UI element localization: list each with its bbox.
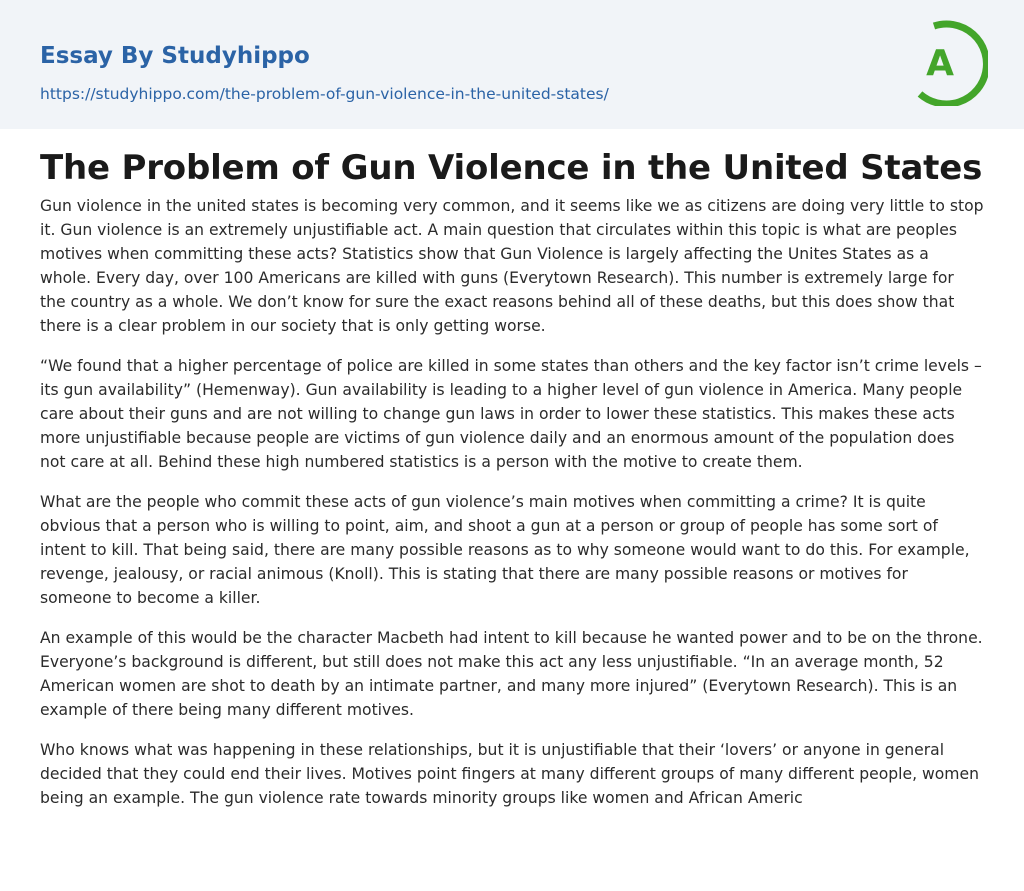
page-url-link[interactable]: https://studyhippo.com/the-problem-of-gun-violence-in-the-united-states/	[40, 85, 609, 103]
essay-paragraph: “We found that a higher percentage of police are killed in some states than others and the key factor isn’t crime levels – its gun availability” (Hemenway). Gun availability is leading to a higher level of gun violence in America. Many people care about their guns and are not willing to change gun laws in order to lower these statistics. This makes these acts more unjustifiable because people are victims of gun violence daily and an enormous amount of the population does not care at all. Behind these high numbered statistics is a person with the motive to create them.	[40, 357, 982, 471]
essay-paragraph: Who knows what was happening in these relationships, but it is unjustifiable that their ‘lovers’ or anyone in general decided that they could end their lives. Motives point fingers at many different groups of many different people, women being an example. The gun violence rate towards minority groups like women and African Americ	[40, 741, 979, 807]
essay-title: The Problem of Gun Violence in the United States	[40, 148, 983, 188]
circle-a-logo-icon[interactable]	[910, 18, 988, 106]
essay-body	[40, 194, 984, 826]
essay-paragraph: An example of this would be the character Macbeth had intent to kill because he wanted power and to be on the throne. Everyone’s background is different, but still does not make this act any less unjustifiable. “In an average month, 52 American women are shot to death by an intimate partner, and many more injured” (Everytown Research). This is an example of there being many different motives.	[40, 629, 983, 719]
logo-letter: A	[926, 43, 954, 84]
essay-paragraph: Gun violence in the united states is becoming very common, and it seems like we as citizens are doing very little to stop it. Gun violence is an extremely unjustifiable act. A main question that circulates within this topic is what are peoples motives when committing these acts? Statistics show that Gun Violence is largely affecting the Unites States as a whole. Every day, over 100 Americans are killed with guns (Everytown Research). This number is extremely large for the country as a whole. We don’t know for sure the exact reasons behind all of these deaths, but this does show that there is a clear problem in our society that is only getting worse.	[40, 197, 984, 335]
site-brand[interactable]: Essay By Studyhippo	[40, 43, 310, 69]
site-header	[0, 0, 1024, 129]
essay-paragraph: What are the people who commit these acts of gun violence’s main motives when committing a crime? It is quite obvious that a person who is willing to point, aim, and shoot a gun at a person or group of people has some sort of intent to kill. That being said, there are many possible reasons as to why someone would want to do this. For example, revenge, jealousy, or racial animous (Knoll). This is stating that there are many possible reasons or motives for someone to become a killer.	[40, 493, 970, 607]
